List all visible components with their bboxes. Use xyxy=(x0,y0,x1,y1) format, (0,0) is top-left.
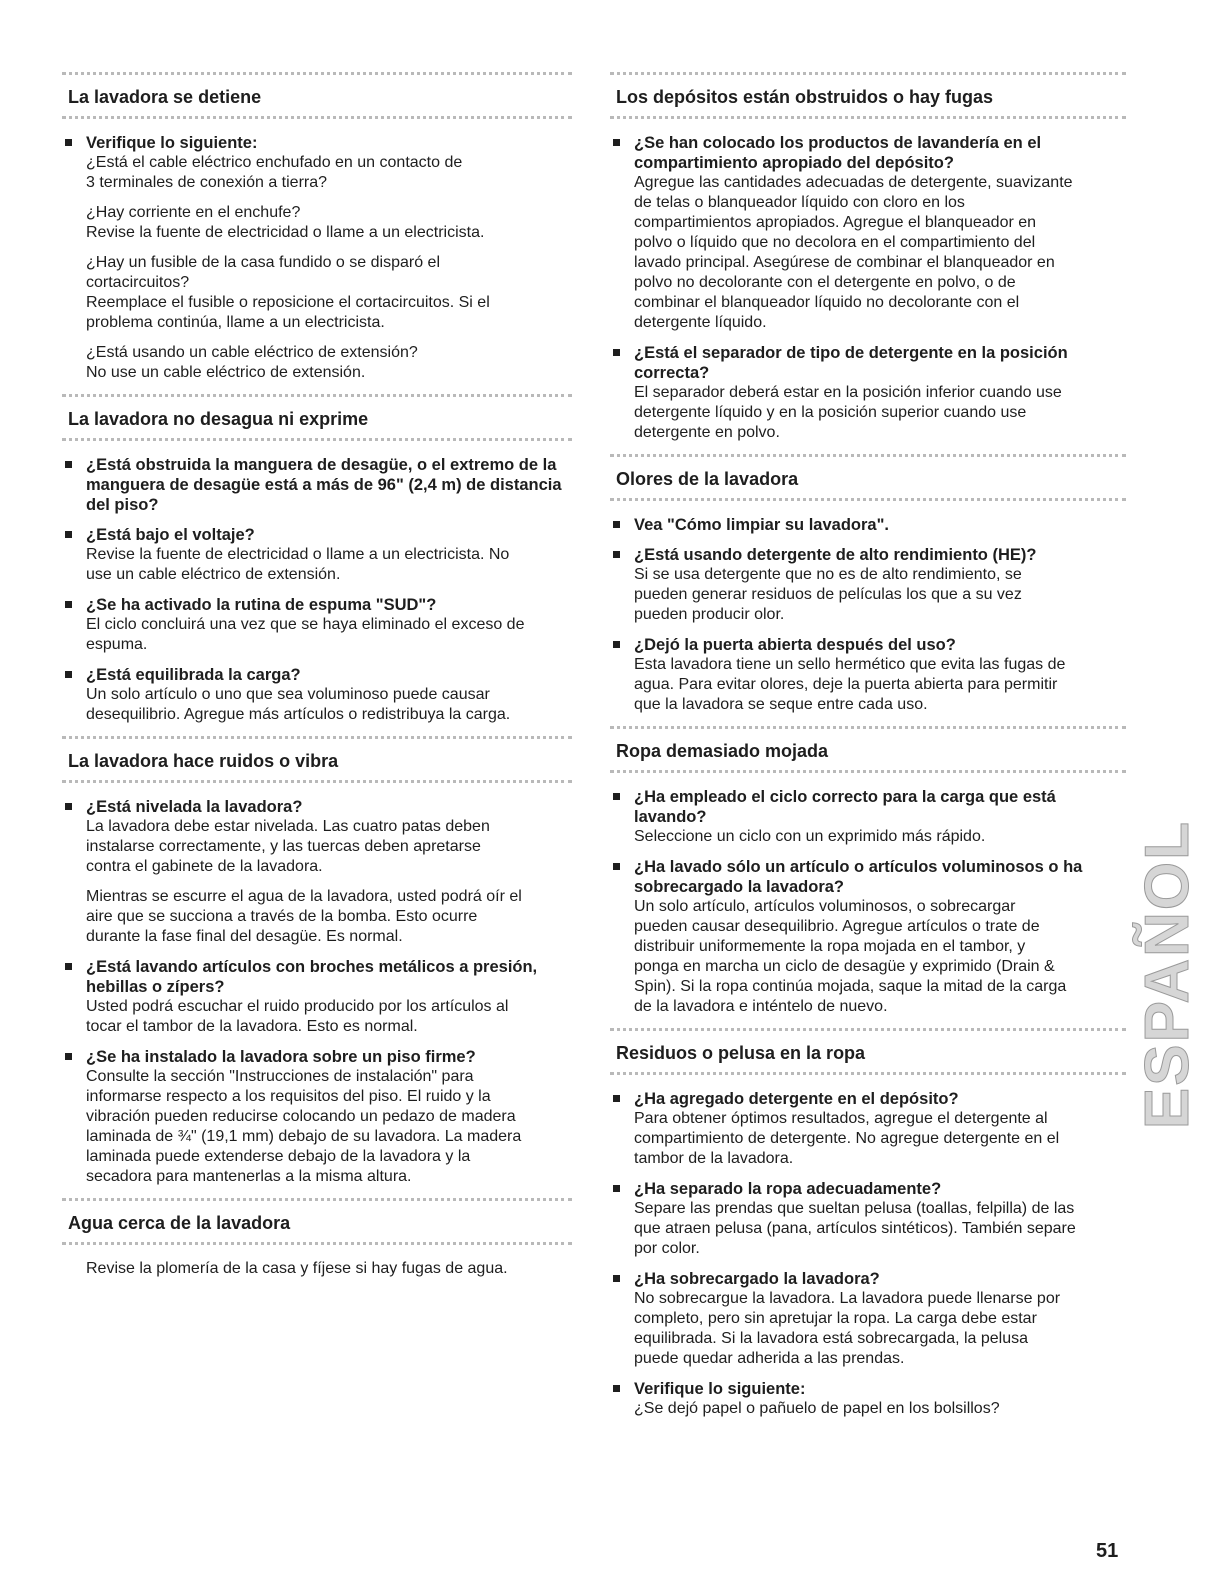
item-paragraph xyxy=(86,203,572,243)
bullet-square-icon xyxy=(613,551,620,558)
list-item xyxy=(610,545,1126,625)
item-question: ¿Dejó la puerta abierta después del uso? xyxy=(634,636,956,654)
bullet-square-icon xyxy=(613,793,620,800)
item-paragraph xyxy=(86,615,572,655)
section-heading: Los depósitos están obstruidos o hay fugas xyxy=(610,72,1126,119)
item-paragraph xyxy=(86,997,572,1037)
text-line: durante la fase final del desagüe. Es normal. xyxy=(86,928,403,945)
text-line: cortacircuitos? xyxy=(86,274,190,291)
item-question: Verifique lo siguiente: xyxy=(86,134,258,152)
text-line: No sobrecargue la lavadora. La lavadora puede llenarse por xyxy=(634,1290,1061,1307)
section-heading: La lavadora se detiene xyxy=(62,72,572,119)
text-line: ponga en marcha un ciclo de desagüe y exprimido (Drain & xyxy=(634,958,1055,975)
text-line: vibración pueden reducirse colocando un pedazo de madera xyxy=(86,1108,516,1125)
text-line: distribuir uniformemente la ropa mojada en el tambor, y xyxy=(634,938,1026,955)
text-line: pueden producir olor. xyxy=(634,606,785,623)
list-item xyxy=(610,1089,1126,1169)
item-list xyxy=(62,455,572,725)
text-line: Reemplace el fusible o reposicione el cortacircuitos. Si el xyxy=(86,294,490,311)
section xyxy=(610,726,1126,1017)
text-line: Esta lavadora tiene un sello hermético que evita las fugas de xyxy=(634,656,1066,673)
item-question: ¿Ha separado la ropa adecuadamente? xyxy=(634,1180,942,1198)
section-heading: La lavadora hace ruidos o vibra xyxy=(62,736,572,783)
bullet-square-icon xyxy=(65,1053,72,1060)
side-language-label: ESPAÑOL xyxy=(1133,820,1202,1130)
text-line: Un solo artículo o uno que sea voluminoso puede causar xyxy=(86,686,490,703)
text-line: detergente en polvo. xyxy=(634,424,780,441)
text-line: detergente líquido y en la posición superior cuando use xyxy=(634,404,1027,421)
item-paragraph xyxy=(86,817,572,877)
item-paragraph xyxy=(634,1399,1126,1419)
text-line: pueden generar residuos de películas los que a su vez xyxy=(634,586,1022,603)
bullet-square-icon xyxy=(65,601,72,608)
section xyxy=(62,1198,572,1279)
text-line: detergente líquido. xyxy=(634,314,767,331)
bullet-square-icon xyxy=(65,671,72,678)
item-question: ¿Ha sobrecargado la lavadora? xyxy=(634,1270,880,1288)
text-line: La lavadora debe estar nivelada. Las cuatro patas deben xyxy=(86,818,490,835)
item-question: ¿Está obstruida la manguera de desagüe, o el extremo de la manguera de desagüe está a más de 96" (2,4 m) de distancia del piso? xyxy=(86,456,562,514)
item-paragraph xyxy=(634,827,1126,847)
bullet-square-icon xyxy=(65,139,72,146)
list-item xyxy=(610,787,1126,847)
bullet-square-icon xyxy=(613,1275,620,1282)
item-list xyxy=(62,133,572,383)
right-column xyxy=(610,72,1126,1430)
bullet-square-icon xyxy=(613,521,620,528)
section xyxy=(610,454,1126,715)
text-line: lavado principal. Asegúrese de combinar el blanqueador en xyxy=(634,254,1055,271)
item-list xyxy=(610,1089,1126,1419)
text-line: Revise la fuente de electricidad o llame a un electricista. xyxy=(86,224,485,241)
bullet-square-icon xyxy=(613,349,620,356)
item-paragraph xyxy=(634,173,1126,333)
text-line: ¿Hay un fusible de la casa fundido o se disparó el xyxy=(86,254,440,271)
section xyxy=(62,736,572,1187)
item-question: ¿Está usando detergente de alto rendimiento (HE)? xyxy=(634,546,1037,564)
item-paragraph xyxy=(634,383,1126,443)
text-line: ¿Está el cable eléctrico enchufado en un contacto de xyxy=(86,154,463,171)
text-line: Seleccione un ciclo con un exprimido más rápido. xyxy=(634,828,986,845)
list-item xyxy=(610,515,1126,535)
item-question: ¿Está el separador de tipo de detergente en la posición correcta? xyxy=(634,344,1068,382)
text-line: Si se usa detergente que no es de alto rendimiento, se xyxy=(634,566,1022,583)
list-item xyxy=(62,1047,572,1187)
list-item xyxy=(610,343,1126,443)
list-item xyxy=(610,1269,1126,1369)
section xyxy=(62,394,572,725)
item-paragraph xyxy=(634,1199,1126,1259)
text-line: Un solo artículo, artículos voluminosos, o sobrecargar xyxy=(634,898,1016,915)
section xyxy=(610,1028,1126,1419)
item-question: ¿Está bajo el voltaje? xyxy=(86,526,255,544)
text-line: pueden causar desequilibrio. Agregue artículos o trate de xyxy=(634,918,1040,935)
text-line: compartimientos apropiados. Agregue el blanqueador en xyxy=(634,214,1037,231)
section-heading: Agua cerca de la lavadora xyxy=(62,1198,572,1245)
section-heading: Ropa demasiado mojada xyxy=(610,726,1126,773)
text-line: use un cable eléctrico de extensión. xyxy=(86,566,341,583)
text-line: de la lavadora e inténtelo de nuevo. xyxy=(634,998,888,1015)
section xyxy=(62,72,572,383)
text-line: agua. Para evitar olores, deje la puerta abierta para permitir xyxy=(634,676,1058,693)
text-line: instalarse correctamente, y las tuercas deben apretarse xyxy=(86,838,481,855)
list-item xyxy=(62,957,572,1037)
bullet-square-icon xyxy=(613,139,620,146)
item-question: ¿Ha lavado sólo un artículo o artículos voluminosos o ha sobrecargado la lavadora? xyxy=(634,858,1083,896)
text-line: Para obtener óptimos resultados, agregue el detergente al xyxy=(634,1110,1048,1127)
item-paragraph xyxy=(86,253,572,333)
item-list xyxy=(610,515,1126,715)
bullet-square-icon xyxy=(613,1185,620,1192)
item-question: Verifique lo siguiente: xyxy=(634,1380,806,1398)
text-line: puede quedar adherida a las prendas. xyxy=(634,1350,905,1367)
list-item xyxy=(62,595,572,655)
list-item xyxy=(610,1179,1126,1259)
text-line: desequilibrio. Agregue más artículos o redistribuya la carga. xyxy=(86,706,511,723)
item-paragraph xyxy=(86,1067,572,1187)
item-paragraph xyxy=(86,153,572,193)
list-item xyxy=(62,665,572,725)
item-question: ¿Se han colocado los productos de lavandería en el compartimiento apropiado del depósito? xyxy=(634,134,1042,172)
bullet-square-icon xyxy=(65,803,72,810)
item-question: ¿Ha agregado detergente en el depósito? xyxy=(634,1090,959,1108)
text-line: Separe las prendas que sueltan pelusa (toallas, felpilla) de las xyxy=(634,1200,1075,1217)
item-question: ¿Ha empleado el ciclo correcto para la carga que está lavando? xyxy=(634,788,1056,826)
item-question: ¿Está lavando artículos con broches metálicos a presión, hebillas o zípers? xyxy=(86,958,538,996)
list-item xyxy=(62,525,572,585)
item-paragraph xyxy=(86,685,572,725)
text-line: equilibrada. Si la lavadora está sobrecargada, la pelusa xyxy=(634,1330,1029,1347)
page-number: 51 xyxy=(1096,1540,1119,1562)
section-heading: Olores de la lavadora xyxy=(610,454,1126,501)
text-line: aire que se succiona a través de la bomba. Esto ocurre xyxy=(86,908,478,925)
bullet-square-icon xyxy=(65,461,72,468)
text-line: informarse respecto a los requisitos del piso. El ruido y la xyxy=(86,1088,491,1105)
item-paragraph xyxy=(86,887,572,947)
item-paragraph xyxy=(634,655,1126,715)
text-line: que la lavadora se seque entre cada uso. xyxy=(634,696,928,713)
text-line: tambor de la lavadora. xyxy=(634,1150,794,1167)
bullet-square-icon xyxy=(613,1095,620,1102)
item-paragraph xyxy=(86,343,572,383)
bullet-square-icon xyxy=(613,641,620,648)
item-paragraph xyxy=(634,1109,1126,1169)
text-line: ¿Hay corriente en el enchufe? xyxy=(86,204,301,221)
section-heading: La lavadora no desagua ni exprime xyxy=(62,394,572,441)
text-line: tocar el tambor de la lavadora. Esto es normal. xyxy=(86,1018,418,1035)
item-paragraph xyxy=(634,1289,1126,1369)
bullet-square-icon xyxy=(613,1385,620,1392)
item-question: ¿Se ha activado la rutina de espuma "SUD"? xyxy=(86,596,437,614)
text-line: secadora para mantenerlas a la misma altura. xyxy=(86,1168,412,1185)
text-line: espuma. xyxy=(86,636,148,653)
bullet-square-icon xyxy=(65,963,72,970)
text-line: Mientras se escurre el agua de la lavadora, usted podrá oír el xyxy=(86,888,522,905)
text-line: El separador deberá estar en la posición inferior cuando use xyxy=(634,384,1062,401)
list-item xyxy=(62,133,572,383)
text-line: completo, pero sin apretujar la ropa. La carga debe estar xyxy=(634,1310,1037,1327)
list-item xyxy=(62,455,572,515)
text-line: polvo no decolorante con el detergente en polvo, o de xyxy=(634,274,1016,291)
text-line: que atraen pelusa (pana, artículos sintéticos). También separe xyxy=(634,1220,1076,1237)
list-item xyxy=(610,1379,1126,1419)
text-line: contra el gabinete de la lavadora. xyxy=(86,858,323,875)
text-line: combinar el blanqueador líquido no decolorante con el xyxy=(634,294,1020,311)
text-line: Consulte la sección "Instrucciones de instalación" para xyxy=(86,1068,474,1085)
text-line: laminada puede extenderse debajo de la lavadora y la xyxy=(86,1148,471,1165)
item-question: ¿Está nivelada la lavadora? xyxy=(86,798,303,816)
text-line: compartimiento de detergente. No agregue detergente en el xyxy=(634,1130,1060,1147)
text-line: 3 terminales de conexión a tierra? xyxy=(86,174,328,191)
text-line: Revise la fuente de electricidad o llame a un electricista. No xyxy=(86,546,510,563)
text-line: Agregue las cantidades adecuadas de detergente, suavizante xyxy=(634,174,1073,191)
text-line: ¿Está usando un cable eléctrico de extensión? xyxy=(86,344,418,361)
list-item xyxy=(610,635,1126,715)
text-line: Spin). Si la ropa continúa mojada, saque la mitad de la carga xyxy=(634,978,1067,995)
section-text: Revise la plomería de la casa y fíjese si hay fugas de agua. xyxy=(86,1260,508,1277)
list-item xyxy=(610,857,1126,1017)
section xyxy=(610,72,1126,443)
item-list xyxy=(62,797,572,1187)
text-line: polvo o líquido que no decolora en el compartimiento del xyxy=(634,234,1036,251)
bullet-square-icon xyxy=(613,863,620,870)
bullet-square-icon xyxy=(65,531,72,538)
item-question: ¿Está equilibrada la carga? xyxy=(86,666,301,684)
text-line: de telas o blanqueador líquido con cloro en los xyxy=(634,194,965,211)
text-line: ¿Se dejó papel o pañuelo de papel en los bolsillos? xyxy=(634,1400,1000,1417)
list-item xyxy=(62,797,572,947)
text-line: por color. xyxy=(634,1240,700,1257)
text-line: laminada de ¾" (19,1 mm) debajo de su lavadora. La madera xyxy=(86,1128,522,1145)
item-paragraph xyxy=(634,565,1126,625)
left-column xyxy=(62,72,572,1290)
item-question: ¿Se ha instalado la lavadora sobre un piso firme? xyxy=(86,1048,476,1066)
section-heading: Residuos o pelusa en la ropa xyxy=(610,1028,1126,1075)
list-item xyxy=(610,133,1126,333)
item-list xyxy=(610,133,1126,443)
item-paragraph xyxy=(634,897,1126,1017)
item-paragraph xyxy=(86,545,572,585)
text-line: Usted podrá escuchar el ruido producido por los artículos al xyxy=(86,998,509,1015)
text-line: No use un cable eléctrico de extensión. xyxy=(86,364,366,381)
text-line: El ciclo concluirá una vez que se haya eliminado el exceso de xyxy=(86,616,525,633)
item-list xyxy=(610,787,1126,1017)
item-question: Vea "Cómo limpiar su lavadora". xyxy=(634,516,889,534)
text-line: problema continúa, llame a un electricista. xyxy=(86,314,385,331)
